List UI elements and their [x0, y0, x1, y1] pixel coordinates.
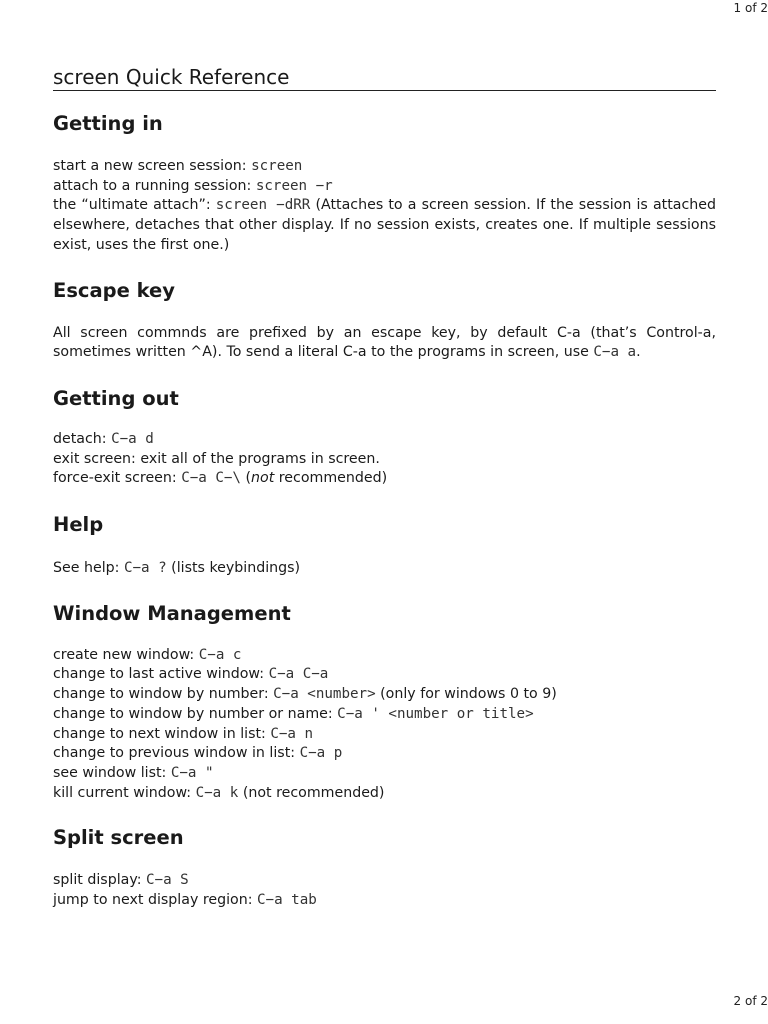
code: C−a ? — [123, 560, 167, 577]
text: create new window: — [53, 646, 199, 663]
section-body-getting-out — [53, 430, 716, 489]
text: (Attaches to a screen session. If the session is attached elsewhere, detaches that other display. If no session exists, creates one. If multiple sessions exist, uses the first one.) — [53, 197, 716, 253]
text: the “ultimate attach”: — [53, 197, 216, 214]
code: C−a p — [299, 745, 343, 762]
code: C−a ' <number or title> — [337, 705, 534, 722]
document-body — [53, 64, 716, 911]
code: C−a a — [593, 344, 637, 361]
section-heading-escape-key: Escape key — [53, 278, 175, 302]
text: split display: — [53, 872, 146, 889]
line-next-region — [53, 891, 716, 911]
line-see-help — [53, 559, 716, 579]
text: change to window by number or name: — [53, 705, 338, 722]
text: force-exit screen: — [53, 470, 182, 487]
text: start a new screen session: — [53, 158, 252, 174]
line-window-by-number — [53, 685, 716, 705]
line-start-session — [53, 157, 716, 177]
text: change to next window in list: — [53, 725, 271, 742]
text: kill current window: — [53, 784, 196, 801]
line-create-window — [53, 646, 716, 666]
section-heading-window-management: Window Management — [53, 601, 291, 625]
code: C−a <number> — [273, 686, 376, 703]
line-split-display — [53, 871, 716, 891]
section-heading-getting-in: Getting in — [53, 112, 163, 135]
text: All screen commnds are prefixed by an escape key, by default C-a (that’s Control-a, sometimes written ^A). To send a literal C-a to the programs in screen, use — [53, 324, 716, 361]
section-body-window-management — [53, 646, 716, 804]
code: screen −r — [255, 177, 333, 194]
code: C−a n — [270, 725, 314, 742]
line-exit: exit screen: exit all of the programs in screen. — [53, 450, 380, 467]
code: C−a tab — [257, 892, 317, 909]
section-body-split-screen — [53, 871, 716, 910]
text: (not recommended) — [238, 784, 385, 801]
text: See help: — [53, 560, 124, 577]
section-body-getting-in — [53, 157, 716, 256]
emphasis: not — [251, 470, 275, 487]
text: recommended) — [274, 470, 388, 487]
code: C−a S — [146, 872, 189, 889]
code: screen — [251, 158, 303, 174]
line-window-by-name — [53, 705, 716, 725]
code: C−a C−\ — [181, 470, 241, 487]
text: . — [636, 344, 641, 361]
line-previous-window — [53, 744, 716, 764]
line-kill-window — [53, 784, 716, 804]
line-detach — [53, 430, 716, 450]
code: C−a " — [170, 764, 214, 781]
section-heading-split-screen: Split screen — [53, 826, 184, 850]
text: change to last active window: — [53, 666, 269, 683]
line-next-window — [53, 725, 716, 745]
line-window-list — [53, 764, 716, 784]
text: change to window by number: — [53, 686, 274, 703]
code: C−a c — [198, 646, 242, 663]
section-body-help — [53, 559, 716, 579]
text: detach: — [53, 430, 112, 447]
text: change to previous window in list: — [53, 745, 300, 762]
section-heading-help: Help — [53, 513, 104, 537]
code: C−a d — [111, 430, 154, 447]
section-body-escape-key — [53, 324, 716, 363]
page-title: screen Quick Reference — [53, 64, 716, 91]
line-last-window — [53, 665, 716, 685]
text: ( — [240, 470, 252, 487]
section-heading-getting-out: Getting out — [53, 386, 179, 410]
line-attach-session — [53, 177, 716, 197]
page-number-bottom: 2 of 2 — [733, 994, 768, 1008]
line-force-exit — [53, 469, 716, 489]
text: (lists keybindings) — [166, 560, 301, 577]
line-ultimate-attach — [53, 197, 716, 252]
page-number-top: 1 of 2 — [733, 1, 768, 15]
text: attach to a running session: — [53, 177, 256, 194]
text: jump to next display region: — [53, 892, 258, 909]
code: C−a k — [195, 784, 239, 801]
code: C−a C−a — [268, 666, 329, 683]
code: screen −dRR — [215, 197, 311, 214]
text: see window list: — [53, 764, 171, 781]
text: (only for windows 0 to 9) — [375, 686, 557, 703]
